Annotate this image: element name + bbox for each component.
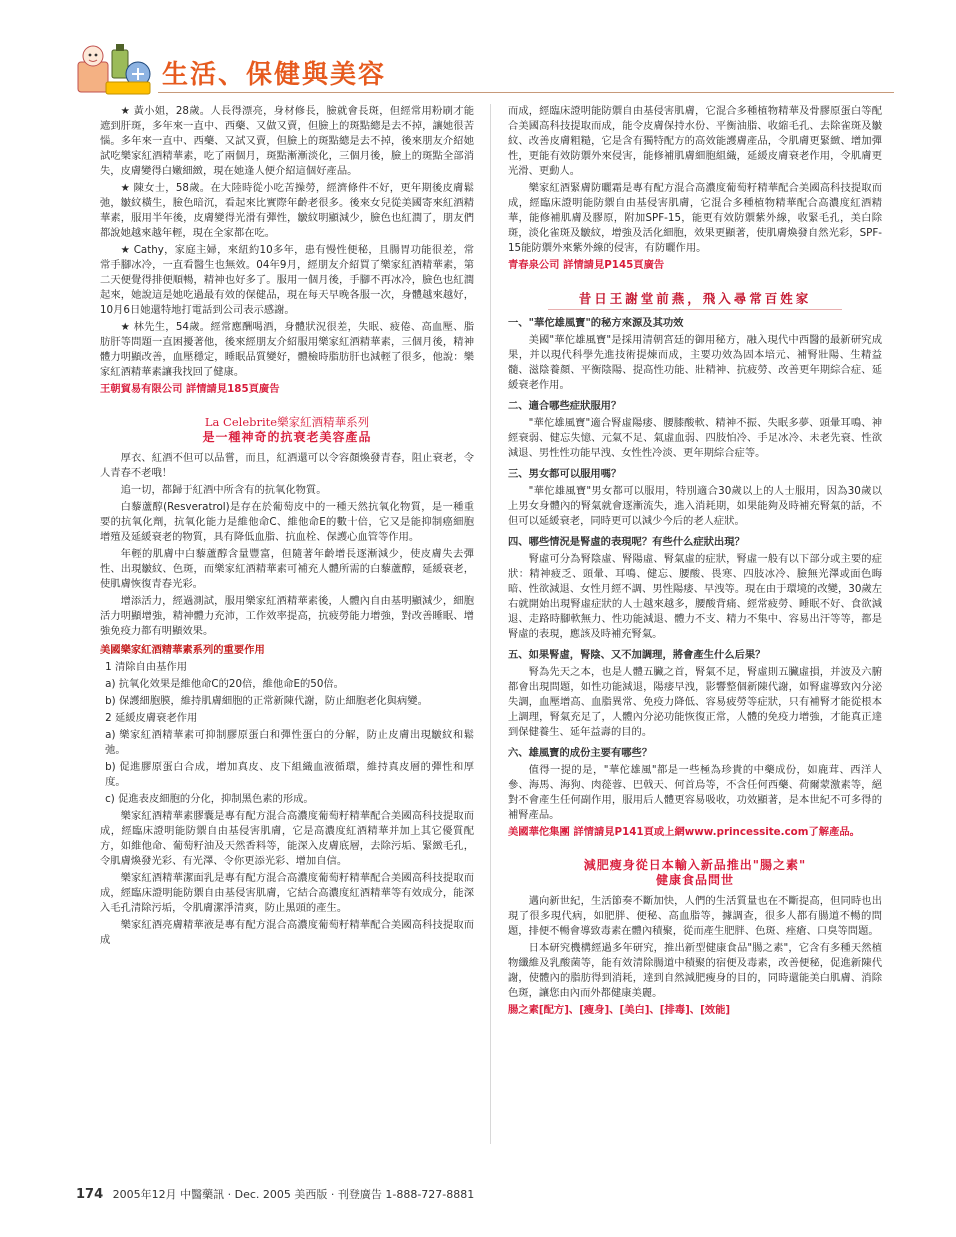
article-paragraph: 白藜蘆醇(Resveratrol)是存在於葡萄皮中的一種天然抗氧化物質，是一種重要的抗氧化劑，抗氧化能力是維他命C、維他命E的數十倍，它又是能抑制癌細胞增殖及延緩衰老的物質，具有降低血脂、抗血栓、保護心血管等作用。 [100,501,474,543]
product-paragraph: 樂家紅酒精華素膠囊是專有配方混合高濃度葡萄籽精華配合美國高科技提取而成，經臨床證明能防禦自由基侵害肌膚，它是高濃度紅酒精華并加上其它優質配方，如維他命、葡萄籽油及天然香料等，能深入皮膚底層，去除污垢、緊緻毛孔，令肌膚煥發光彩、有光澤、令你更添光彩、增加自信。 [100,810,474,867]
article-paragraph: 追一切，都歸于紅酒中所含有的抗氧化物質。 [120,484,327,496]
section-heading: 三、男女都可以服用嗎？ [508,468,622,480]
article-paragraph: 日本研究機構經過多年研究，推出新型健康食品"腸之素"，它含有多種天然植物纖維及乳酸菌等，能有效清除腸道中積聚的宿便及毒素，改善便秘，促進新陳代謝，使體內的脂肪得到消耗，達到自然減肥瘦身的目的，同時還能美白肌膚、消除色斑，讓您由內而外都健康美麗。 [508,942,882,999]
section-body: 美國"華佗雄風寶"是採用清朝宮廷的御用秘方，融入現代中西醫的最新研究成果，并以現代科學先進技術提煉而成，主要功效為固本培元、補腎壯陽、生精益髓、滋陰養顏、平衡陰陽、提高性功能、壯精神、抗疲勞、改善更年期綜合症、延緩衰老作用。 [508,334,882,391]
benefit-item: b) 保護細胞膜，維持肌膚細胞的正常新陳代謝，防止細胞老化與病變。 [105,695,428,707]
title-underline [548,309,842,310]
column-divider [490,104,491,1144]
left-column [100,104,474,1144]
article-title-en: La Celebrite樂家紅酒精華系列 [204,415,370,429]
benefit-item: b) 促進膠原蛋白合成，增加真皮、皮下組織血液循環，維持真皮層的彈性和厚度。 [105,761,474,788]
benefit-item: 1 清除自由基作用 [105,661,188,673]
benefit-item: a) 抗氧化效果是維他命C的20倍，維他命E的50倍。 [105,678,344,690]
section-body: "華佗雄風寶"男女都可以服用，特別適合30歲以上的人士服用，因為30歲以上男女身體內的腎氣就會逐漸流失，進入消耗期，如果能夠及時補充腎氣的話，不但可以延緩衰老，同時更可以減少今后的老人症狀。 [508,485,882,527]
testimonial: ★ 林先生，54歲。經常應酬喝酒，身體狀況很差，失眠、疲倦、高血壓、脂肪肝等問題一直困擾著他，後來經朋友介紹服用樂家紅酒精華素，三個月後，精神體力明顯改善，血壓穩定，睡眠品質變好，體檢時脂肪肝也減輕了很多，他說：樂家紅酒精華素讓我找回了健康。 [100,321,474,378]
section-heading: 二、適合哪些症狀服用？ [508,400,622,412]
page-header [76,36,896,102]
testimonial: ★ 陳女士，58歲。在大陸時從小吃苦操勞，經濟條件不好，更年期後皮膚鬆弛，皺紋橫生，臉色暗沉，看起來比實際年齡老很多。後來女兒從美國寄來紅酒精華素，服用半年後，皮膚變得光滑有彈性，皺紋明顯減少，臉色也紅潤了，朋友們都說她越來越年輕，現在全家都在吃。 [100,182,474,239]
section-heading: 一、"華佗雄風寶"的秘方來源及其功效 [508,317,684,329]
section-heading: 四、哪些情況是腎虛的表現呢？有些什么症狀出現？ [508,536,745,548]
section-body: "華佗雄風寶"適合腎虛陽痿、腰膝酸軟、精神不振、失眠多夢、頭暈耳鳴、神經衰弱、健忘失憶、元氣不足、氣虛血弱、四肢怕冷、手足冰冷、未老先衰、性欲減退、男性性功能早洩、女性性冷淡、更年期綜合症等。 [508,417,882,459]
section-illustration-icon [76,40,154,98]
section-body: 腎虛可分為腎陰虛、腎陽虛、腎氣虛的症狀，腎虛一般有以下部分或主要的症狀：精神疲乏、頭暈、耳鳴、健忘、腰酸、畏寒、四肢冰冷、臉無光澤或面色晦暗、性欲減退、女性月經不調、男性陽痿、早洩等。現在由于環境的改變，30歲左右就開始出現腎虛症狀的人士越來越多，腰酸背痛、經常疲勞、睡眠不好、食欲減退、走路時腳軟無力、性功能減退、體力不支、精力不集中、容易出汗等等，都是腎虛的表現，應該及時補充腎氣。 [508,553,882,640]
section-heading: 六、雄風寶的成份主要有哪些？ [508,747,653,759]
article-heading [100,415,474,445]
testimonial: ★ Cathy，家庭主婦，來紐約10多年，患有慢性便秘，且腸胃功能很差，常常手腳冰冷，一直看醫生也無效。04年9月，經朋友介紹買了樂家紅酒精華素，第二天便覺得排便順暢，精神也好多了。服用一個月後，手腳不再冰冷，臉色也紅潤起來，她說這是她吃過最有效的保健品，現在每天早晚各服一次，身體越來越好，10月6日她還特地打電話到公司表示感謝。 [100,244,474,316]
right-column [508,104,882,1144]
contact-line: 青春泉公司 詳情請見P145頁廣告 [508,259,665,271]
benefit-item: a) 樂家紅酒精華素可抑制膠原蛋白和彈性蛋白的分解，防止皮膚出現皺紋和鬆弛。 [105,729,474,756]
article-subtitle: 健康食品問世 [655,873,734,887]
contact-line: 美國華佗集團 詳情請見P141頁或上網www.princessite.com了解產品。 [508,826,860,838]
article-title: 是一種神奇的抗衰老美容產品 [202,430,372,444]
article-title: 昔日王謝堂前燕，飛入尋常百姓家 [578,291,812,306]
contact-line: 王朝貿易有限公司 詳情請見185頁廣告 [100,383,280,395]
article-title: 減肥瘦身從日本輸入新品推出"腸之素" [583,858,807,872]
page-number: 174 [76,1187,104,1202]
footer-text: 2005年12月 中醫藥訊 · Dec. 2005 美西版 · 刊登廣告 1-888-727-8881 [112,1188,475,1201]
page-footer [76,1186,896,1206]
article-paragraph: 而成，經臨床證明能防禦自由基侵害肌膚，它混合多種植物精華及骨膠原蛋白等配合美國高科技提取而成，能令皮膚保持水份、平衡油脂、收縮毛孔、去除雀斑及皺紋、改善皮膚粗糙，它是含有獨特配方的高效能護膚產品，令肌膚更緊緻、增加彈性，更能有效防禦外來侵害，能修補肌膚細胞組織，延緩皮膚衰老作用，令肌膚更光滑、更動人。 [508,105,882,177]
article-heading [508,291,882,310]
header-divider [158,92,894,93]
section-body: 值得一提的是，"華佗雄風"都是一些極為珍貴的中藥成份，如鹿茸、西洋人參、海馬、海狗、肉蓯蓉、巴戟天、何首烏等，不含任何西藥、荷爾蒙激素等，絕對不會產生任何副作用，服用后人體更容易吸收，功效顯著，是本世紀不可多得的補腎產品。 [508,764,882,821]
section-heading: 五、如果腎虛，腎陰、又不加調理，將會產生什么后果？ [508,649,766,661]
product-paragraph: 樂家紅酒精華潔面乳是專有配方混合高濃度葡萄籽精華配合美國高科技提取而成，經臨床證明能防禦自由基侵害肌膚，它結合高濃度紅酒精華等有效成分，能深入毛孔清除污垢，令肌膚潔淨清爽，防止黑頭的產生。 [100,872,474,914]
article-paragraph: 樂家紅酒緊膚防曬霜是專有配方混合高濃度葡萄籽精華配合美國高科技提取而成，經臨床證明能防禦自由基侵害肌膚，它混合多種植物精華配合高濃度紅酒精華，能修補肌膚及膠原，附加SPF-15，能更有效防禦紫外線，收緊毛孔，美白除斑，淡化雀斑及皺紋，增強及活化細胞，效果更顯著，使肌膚煥發自然光彩，SPF-15能防禦外來紫外線的侵害，有防曬作用。 [508,182,882,254]
benefit-item: 2 延緩皮膚衰老作用 [105,712,198,724]
product-paragraph: 樂家紅酒亮膚精華液是專有配方混合高濃度葡萄籽精華配合美國高科技提取而成 [100,919,474,946]
article-tagline: 腸之素[配方]、[瘦身]、[美白]、[排毒]、[效能] [508,1004,731,1016]
article-heading [508,858,882,888]
section-title: 生活、保健與美容 [162,60,387,90]
article-paragraph: 增添活力，經過測試，服用樂家紅酒精華素後，人體內自由基明顯減少，細胞活力明顯增強，精神體力充沛，工作效率提高，抗疲勞能力增強，對改善睡眠、增強免疫力都有明顯效果。 [100,595,474,637]
article-paragraph: 厚衣、紅酒不但可以品嘗，而且，紅酒還可以令容顏煥發青春，阻止衰老，令人青春不老哦！ [100,452,474,479]
section-body: 腎為先天之本，也是人體五臟之首，腎氣不足，腎虛則五臟虛損，并波及六腑都會出現問題，如性功能減退，陽痿早洩，影響整個新陳代謝，如腎虛導致內分泌失調，血壓增高、血脂異常、免疫力降低、容易疲勞等症狀，只有補腎才能從根本上調理，腎氣充足了，人體內分泌功能恢復正常，人體的免疫力增強，才能真正達到保健養生、延年益壽的目的。 [508,666,882,738]
article-paragraph: 年輕的肌膚中白藜蘆醇含量豐富，但隨著年齡增長逐漸減少，使皮膚失去彈性、出現皺紋、色斑，而樂家紅酒精華素可補充人體所需的白藜蘆醇，延緩衰老，使肌膚恢復青春光彩。 [100,548,474,590]
testimonial: ★ 黃小姐，28歲。人長得漂亮，身材修長，臉就會長斑，但經常用粉刷才能遮到肝斑，多年來一直中、西藥、又做又賣，但臉上的斑點總是去不掉，讓她很苦惱。多年來一直中、西藥、又試又賣，但臉上的斑點總是去不掉，後來朋友介紹她試吃樂家紅酒精華素，吃了兩個月，斑點漸漸淡化，三個月後，臉上的斑點全部消失，皮膚變得白嫩細緻，現在她逢人便介紹這個好產品。 [100,105,474,177]
benefit-item: c) 促進表皮細胞的分化，抑制黑色素的形成。 [105,793,314,805]
article-paragraph: 邁向新世紀，生活節奏不斷加快，人們的生活質量也在不斷提高，但同時也出現了很多現代病，如肥胖、便秘、高血脂等，據調查，很多人都有腸道不暢的問題，排便不暢會導致毒素在體內積聚，從而產生肥胖、色斑、痤瘡、口臭等問題。 [508,895,882,937]
benefits-heading: 美國樂家紅酒精華素系列的重要作用 [100,644,265,656]
